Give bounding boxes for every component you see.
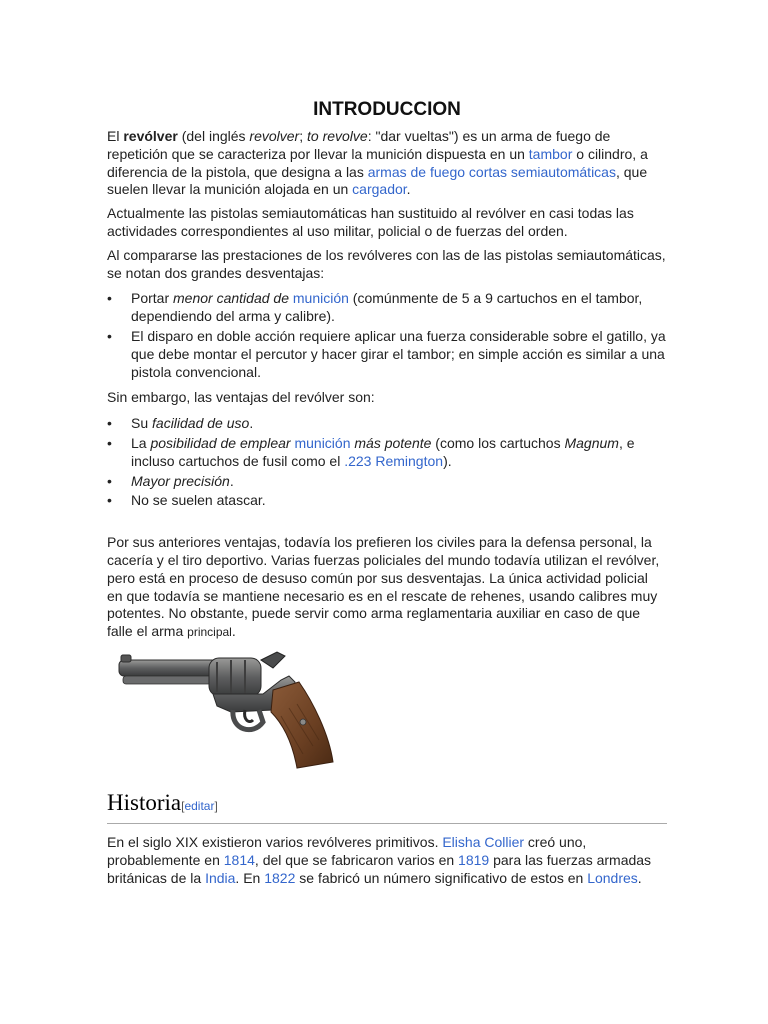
text-run: para las fuerzas armadas británicas de la <box>107 851 652 886</box>
bracket: [ <box>181 798 185 813</box>
text-run: . En <box>235 869 265 886</box>
text-run: (comúnmente de 5 a 9 cartuchos en el tambor, dependiendo del arma y calibre). <box>131 290 643 325</box>
list-item <box>107 290 667 326</box>
text-run: Portar <box>131 290 174 307</box>
link-municion[interactable]: munición <box>292 290 349 307</box>
link-cargador[interactable]: cargador <box>352 181 407 198</box>
text-run: , del que se fabricaron varios en <box>254 851 459 868</box>
spacer <box>107 518 667 534</box>
text-run: El <box>107 128 124 144</box>
text-run: . <box>231 623 236 640</box>
text-run: ; <box>299 128 307 144</box>
text-run: . <box>229 472 234 489</box>
text-run: (como los cartuchos <box>431 434 565 451</box>
term-to-revolve: to revolve <box>307 128 368 144</box>
link-municion[interactable]: munición <box>294 434 351 451</box>
text-run: se fabricó un número significativo de estos en <box>295 869 588 886</box>
text-run: La <box>131 434 151 451</box>
history-paragraph <box>107 834 667 887</box>
revolver-image <box>113 650 667 772</box>
intro-paragraph-1 <box>107 128 667 199</box>
link-1819[interactable]: 1819 <box>458 851 490 868</box>
text-run: creó uno, probablemente en <box>107 833 587 868</box>
link-armas-cortas[interactable]: armas de fuego cortas semiautomáticas <box>367 163 616 180</box>
text-run: : "dar vueltas") es un arma de fuego de repetición que se caracteriza por llevar la munición dispuesta en un <box>107 128 611 162</box>
list-item <box>107 435 667 471</box>
term-english: revolver <box>249 128 300 144</box>
emphasis: menor cantidad de <box>173 290 293 307</box>
link-1814[interactable]: 1814 <box>223 851 255 868</box>
intro-paragraph-3: Al compararse las prestaciones de los revólveres con las de las pistolas semiautomáticas, se notan dos grandes desventajas: <box>107 246 666 281</box>
link-tambor[interactable]: tambor <box>528 145 573 162</box>
emphasis: posibilidad de emplear <box>150 434 295 451</box>
text-run: . <box>637 869 642 886</box>
link-india[interactable]: India <box>205 869 236 886</box>
text-run: . <box>406 181 411 198</box>
text-run: Por sus anteriores ventajas, todavía los prefieren los civiles para la defensa personal, la cacería y el tiro deportivo. Varias fuerzas policiales del mundo todavía utilizan el revólver, pero está en proceso de desuso común por sus desventajas. La única actividad policial en que todavía se mantiene necesario es en el rescate de rehenes, usando calibres muy potentes. No obstante, puede servir como arma reglamentaria auxiliar en caso de que falle el arma <box>107 534 660 640</box>
edit-section <box>181 799 218 813</box>
emphasis: más potente <box>350 434 432 451</box>
revolver-illustration <box>113 650 343 772</box>
link-1822[interactable]: 1822 <box>264 869 296 886</box>
text-run: ). <box>443 452 452 469</box>
page-title: INTRODUCCION <box>313 99 461 120</box>
text-run: , e incluso cartuchos de fusil como el <box>131 434 635 469</box>
text-run: o cilindro, a diferencia de la pistola, que designa a las <box>107 145 648 180</box>
closing-paragraph <box>107 534 667 642</box>
list-item <box>107 473 667 491</box>
text-run: (del inglés <box>177 128 250 144</box>
text-run-small: principal <box>187 625 232 640</box>
advantages-intro: Sin embargo, las ventajas del revólver son: <box>107 389 375 406</box>
list-item <box>107 415 667 433</box>
section-heading-historia <box>107 790 667 824</box>
text-run: Su <box>131 415 153 432</box>
list-item: • El disparo en doble acción requiere aplicar una fuerza considerable sobre el gatillo, ya que debe montar el percutor y hacer girar el tambor; en simple acción es similar a una pistola convencional. <box>107 328 667 381</box>
text-run: , que suelen llevar la munición alojada en un <box>107 163 648 198</box>
text-run: . <box>249 415 254 432</box>
link-londres[interactable]: Londres <box>587 869 638 886</box>
emphasis: Mayor precisión <box>131 472 230 489</box>
section-title: Historia <box>107 789 182 815</box>
text-run: En el siglo XIX existieron varios revólveres primitivos. <box>107 833 443 850</box>
intro-paragraph-2: Actualmente las pistolas semiautomáticas han sustituido al revólver en casi todas las actividades correspondientes al uso militar, policial o de fuerzas del orden. <box>107 205 634 239</box>
link-elisha-collier[interactable]: Elisha Collier <box>442 833 525 850</box>
link-223-remington[interactable]: .223 Remington <box>344 452 444 469</box>
document-page <box>107 98 667 893</box>
disadvantages-list <box>107 290 667 381</box>
bracket: ] <box>214 798 218 813</box>
advantages-list <box>107 415 667 510</box>
term-revolver: revólver <box>123 128 178 144</box>
term-magnum: Magnum <box>564 434 619 451</box>
edit-link[interactable]: editar <box>184 798 215 813</box>
list-item: • No se suelen atascar. <box>107 492 667 510</box>
emphasis: facilidad de uso <box>152 415 250 432</box>
